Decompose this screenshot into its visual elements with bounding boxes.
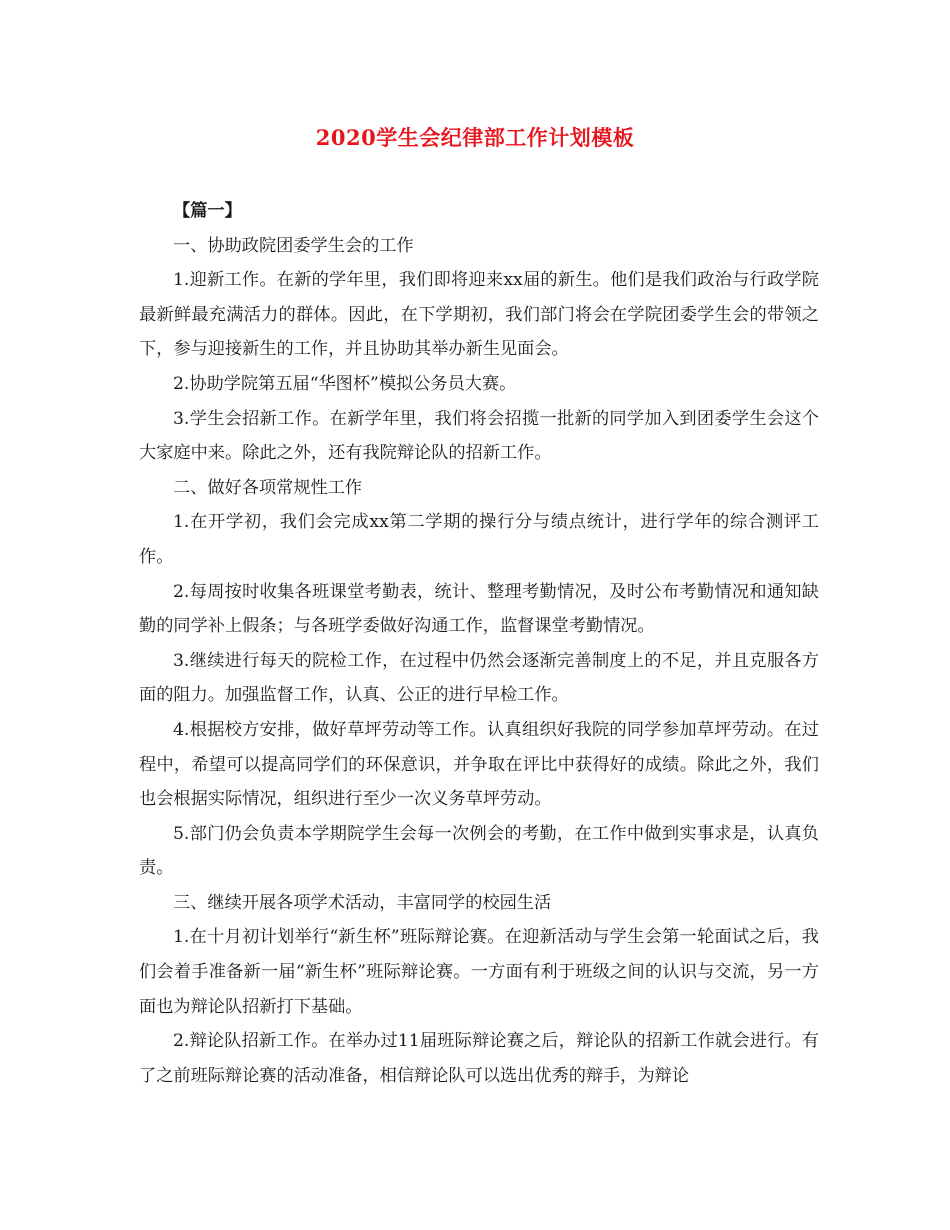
paragraph: 5.部门仍会负责本学期院学生会每一次例会的考勤，在工作中做到实事求是，认真负责。 [139, 823, 819, 879]
document-body [139, 194, 819, 1093]
paragraph: 1.迎新工作。在新的学年里，我们即将迎来xx届的新生。他们是我们政治与行政学院最新鲜最充满活力的群体。因此，在下学期初，我们部门将会在学院团委学生会的带领之下，参与迎接新生的工作，并且协助其举办新生见面会。 [139, 270, 819, 360]
document-title: 2020学生会纪律部工作计划模板 [315, 125, 635, 150]
heading-two: 二、做好各项常规性工作 [173, 477, 363, 498]
paragraph: 4.根据校方安排，做好草坪劳动等工作。认真组织好我院的同学参加草坪劳动。在过程中，希望可以提高同学们的环保意识，并争取在评比中获得好的成绩。除此之外，我们也会根据实际情况，组织进行至少一次义务草坪劳动。 [139, 719, 819, 810]
paragraph: 1.在开学初，我们会完成xx第二学期的操行分与绩点统计，进行学年的综合测评工作。 [139, 512, 819, 567]
paragraph: 3.学生会招新工作。在新学年里，我们将会招揽一批新的同学加入到团委学生会这个大家庭中来。除此之外，还有我院辩论队的招新工作。 [139, 408, 819, 464]
paragraph: 2.协助学院第五届“华图杯”模拟公务员大赛。 [173, 373, 517, 394]
paragraph: 3.继续进行每天的院检工作，在过程中仍然会逐渐完善制度上的不足，并且克服各方面的阻力。加强监督工作，认真、公正的进行早检工作。 [139, 650, 819, 706]
paragraph: 1.在十月初计划举行“新生杯”班际辩论赛。在迎新活动与学生会第一轮面试之后，我们会着手准备新一届“新生杯”班际辩论赛。一方面有利于班级之间的认识与交流，另一方面也为辩论队招新打下基础。 [139, 927, 819, 1017]
section-heading: 【篇一】 [173, 201, 242, 221]
paragraph: 2.每周按时收集各班课堂考勤表，统计、整理考勤情况，及时公布考勤情况和通知缺勤的同学补上假条；与各班学委做好沟通工作，监督课堂考勤情况。 [139, 581, 819, 637]
heading-one: 一、协助政院团委学生会的工作 [173, 235, 414, 256]
paragraph: 2.辩论队招新工作。在举办过11届班际辩论赛之后，辩论队的招新工作就会进行。有了之前班际辩论赛的活动准备，相信辩论队可以选出优秀的辩手，为辩论 [139, 1031, 819, 1086]
heading-three: 三、继续开展各项学术活动，丰富同学的校园生活 [173, 892, 552, 913]
